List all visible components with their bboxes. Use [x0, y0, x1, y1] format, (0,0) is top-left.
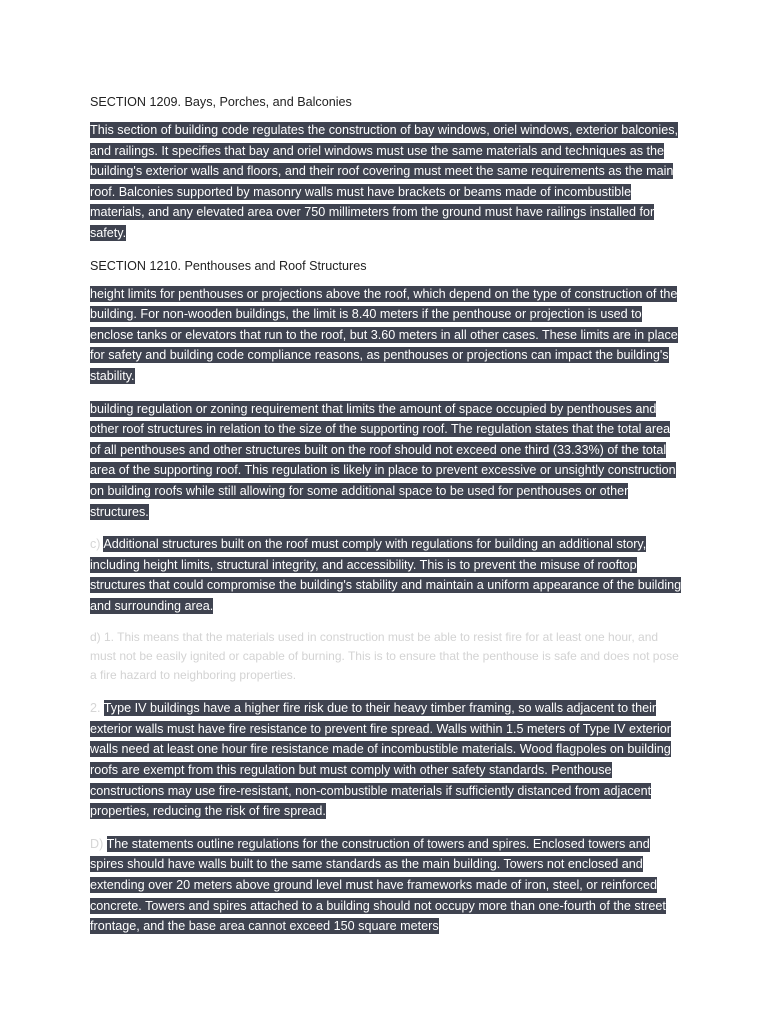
section-1210-heading: SECTION 1210. Penthouses and Roof Structures	[90, 258, 367, 273]
height-limits-paragraph	[90, 284, 682, 387]
list-marker: 2.	[90, 701, 101, 716]
highlighted-text[interactable]: This section of building code regulates the construction of bay windows, oriel windows, exterior balconies, and railings. It specifies that bay and oriel windows must use the same materials and techniques as the building's exterior walls and floors, and their roof covering must meet the same requirements as the main roof. Balconies supported by masonry walls must have brackets or beams made of incombustible materials, and any elevated area over 750 millimeters from the ground must have railings installed for safety.	[90, 123, 679, 240]
roof-area-paragraph	[90, 399, 682, 523]
section-1209-paragraph	[90, 120, 682, 244]
highlighted-text[interactable]: Additional structures built on the roof must comply with regulations for building an additional story, including height limits, structural integrity, and accessibility. This is to prevent the misuse of rooftop structures that could compromise the building's stability and maintain a uniform appearance of the building and surrounding area.	[90, 537, 682, 613]
highlighted-text[interactable]: The statements outline regulations for the construction of towers and spires. Enclosed towers and spires should have walls built to the same standards as the main building. Towers not enclosed and extending over 20 meters above ground level must have frameworks made of iron, steel, or reinforced concrete. Towers and spires attached to a building should not occupy more than one-fourth of the street frontage, and the base area cannot exceed 150 square meters	[90, 836, 666, 934]
list-marker: c)	[90, 537, 101, 552]
section-1209-heading: SECTION 1209. Bays, Porches, and Balconies	[90, 95, 352, 109]
additional-structures-paragraph	[90, 534, 682, 616]
document-page	[90, 92, 682, 949]
fire-resistance-paragraph-faded: d) 1. This means that the materials used in construction must be able to resist fire for at least one hour, and must not be easily ignited or capable of burning. This is to ensure that the penthouse is safe and does not pose a fire hazard to neighboring properties.	[90, 630, 679, 682]
highlighted-text[interactable]: height limits for penthouses or projections above the roof, which depend on the type of construction of the building. For non-wooden buildings, the limit is 8.40 meters if the penthouse or projection is used to enclose tanks or elevators that run to the roof, but 3.60 meters in all other cases. These limits are in place for safety and building code compliance reasons, as penthouses or projections can impact the building's stability.	[90, 286, 678, 383]
type-iv-paragraph	[90, 698, 682, 822]
highlighted-text[interactable]: building regulation or zoning requirement that limits the amount of space occupied by penthouses and other roof structures in relation to the size of the supporting roof. The regulation states that the total area of all penthouses and other structures built on the roof should not exceed one third (33.33%) of the total area of the supporting roof. This regulation is likely in place to prevent excessive or unsightly construction on building roofs while still allowing for some additional space to be used for penthouses or other structures.	[90, 401, 676, 519]
towers-spires-paragraph	[90, 834, 682, 937]
list-marker: D)	[90, 836, 104, 851]
highlighted-text[interactable]: Type IV buildings have a higher fire risk due to their heavy timber framing, so walls adjacent to their exterior walls must have fire resistance to prevent fire spread. Walls within 1.5 meters of Type IV exterior walls need at least one hour fire resistance made of incombustible materials. Wood flagpoles on building roofs are exempt from this regulation but must comply with other safety standards. Penthouse constructions may use fire-resistant, non-combustible materials if sufficiently distanced from adjacent properties, reducing the risk of fire spread.	[90, 701, 671, 819]
